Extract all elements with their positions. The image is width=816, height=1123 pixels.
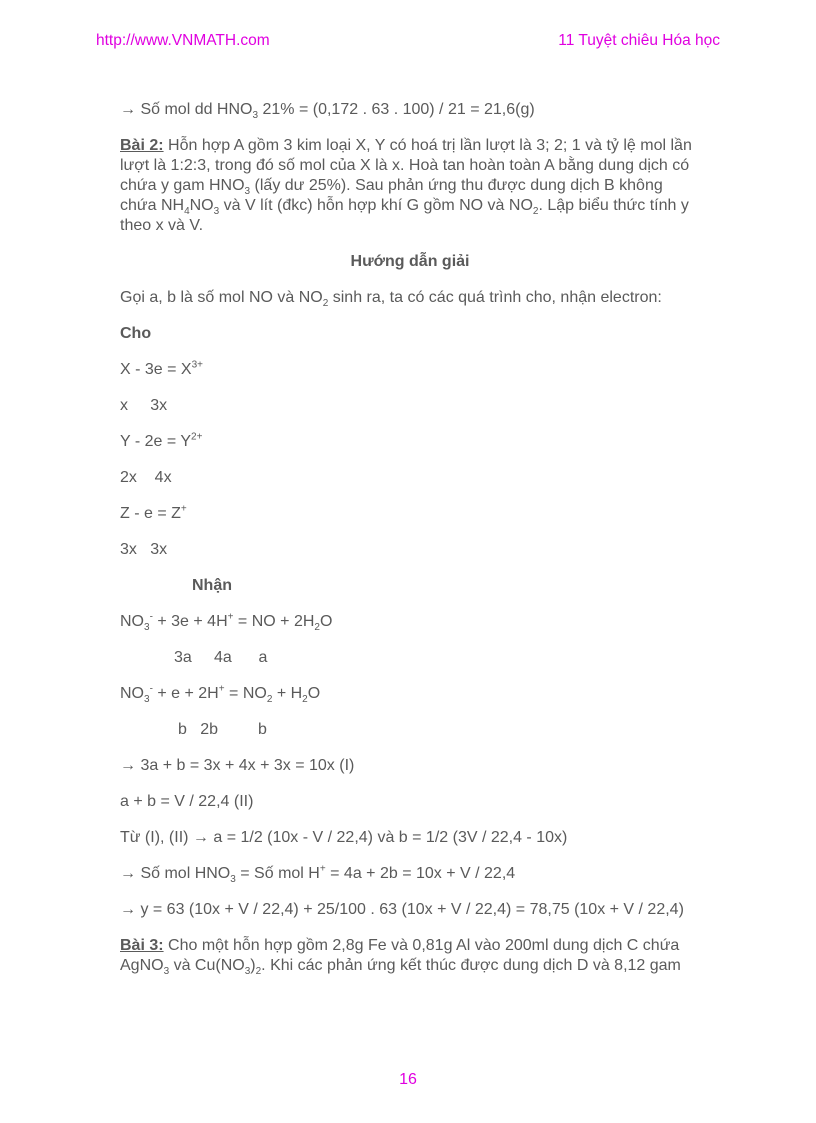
solution-heading: Hướng dẫn giải bbox=[350, 253, 470, 270]
eq-y-result: → y = 63 (10x + V / 22,4) + 25/100 . 63 (10x + V / 22,4) = 78,75 (10x + V / 22,4) bbox=[120, 901, 684, 918]
eq-balance-2: a + b = V / 22,4 (II) bbox=[120, 793, 254, 810]
eq-x-values: x 3x bbox=[120, 397, 168, 414]
eq-y: $Y - 2e = Y^{2+}$ bbox=[120, 431, 203, 450]
eq-no-values: 3a 4a a bbox=[174, 649, 268, 666]
problem-3-text: Bài 3: Cho một hỗn hợp gồm 2,8g Fe và 0,81g Al vào 200ml dung dịch C chứa AgNO$_3$ và $Cu(NO_3)_2$. Khi các phản ứng kết thúc được dung dịch D và 8,12 gam bbox=[120, 937, 681, 978]
eq-balance-1: → 3a + b = 3x + 4x + 3x = 10x (I) bbox=[120, 757, 355, 774]
problem-2-label: Bài 2: bbox=[120, 137, 164, 154]
eq-no: $NO_3^- + 3e + 4H^+$ = NO + $2H_2O$ bbox=[120, 611, 333, 634]
eq-x: $X - 3e = X^{3+}$ bbox=[120, 359, 203, 378]
eq-z: Z - e = Z+ bbox=[120, 503, 187, 522]
eq-hno3-mol: → Số mol $HNO_3$ = Số mol H+ = 4a + 2b = 10x + V / 22,4 bbox=[120, 863, 516, 886]
eq-no2: $NO_3^- + e + 2H^+ = NO_2 + H_2O$ bbox=[120, 683, 321, 706]
line-hno3-mass: → Số mol dd $HNO_3$ 21% = (0,172 . 63 . 100) / 21 = 21,6(g) bbox=[120, 101, 535, 122]
eq-solve-ab: Từ (I), (II) → a = 1/2 (10x - V / 22,4) và b = 1/2 (3V / 22,4 - 10x) bbox=[120, 829, 568, 846]
page-number: 16 bbox=[399, 1071, 417, 1088]
page-content bbox=[120, 100, 700, 992]
problem-3-label: Bài 3: bbox=[120, 937, 164, 954]
eq-z-values: 3x 3x bbox=[120, 541, 168, 558]
solution-intro: Gọi a, b là số mol NO và $NO_2$ sinh ra, ta có các quá trình cho, nhận electron: bbox=[120, 289, 662, 310]
header-book-title: 11 Tuyệt chiêu Hóa học bbox=[558, 32, 720, 49]
problem-2-text: Bài 2: Hỗn hợp A gồm 3 kim loại X, Y có hoá trị lần lượt là 3; 2; 1 và tỷ lệ mol lần lượt là 1:2:3, trong đó số mol của X là x. Hoà tan hoàn toàn A bằng dung dịch có chứa y gam $HNO_3$ (lấy dư 25%). Sau phản ứng thu được dung dịch B không chứa $NH_4NO_3$ và V lít (đkc) hỗn hợp khí G gồm NO và $NO_2$. Lập biểu thức tính y theo x và V. bbox=[120, 137, 692, 234]
eq-y-values: 2x 4x bbox=[120, 469, 172, 486]
header-site-url[interactable]: http://www.VNMATH.com bbox=[96, 32, 270, 49]
give-heading: Cho bbox=[120, 325, 152, 342]
eq-no2-values: b 2b b bbox=[178, 721, 267, 738]
receive-heading: Nhận bbox=[192, 577, 232, 594]
